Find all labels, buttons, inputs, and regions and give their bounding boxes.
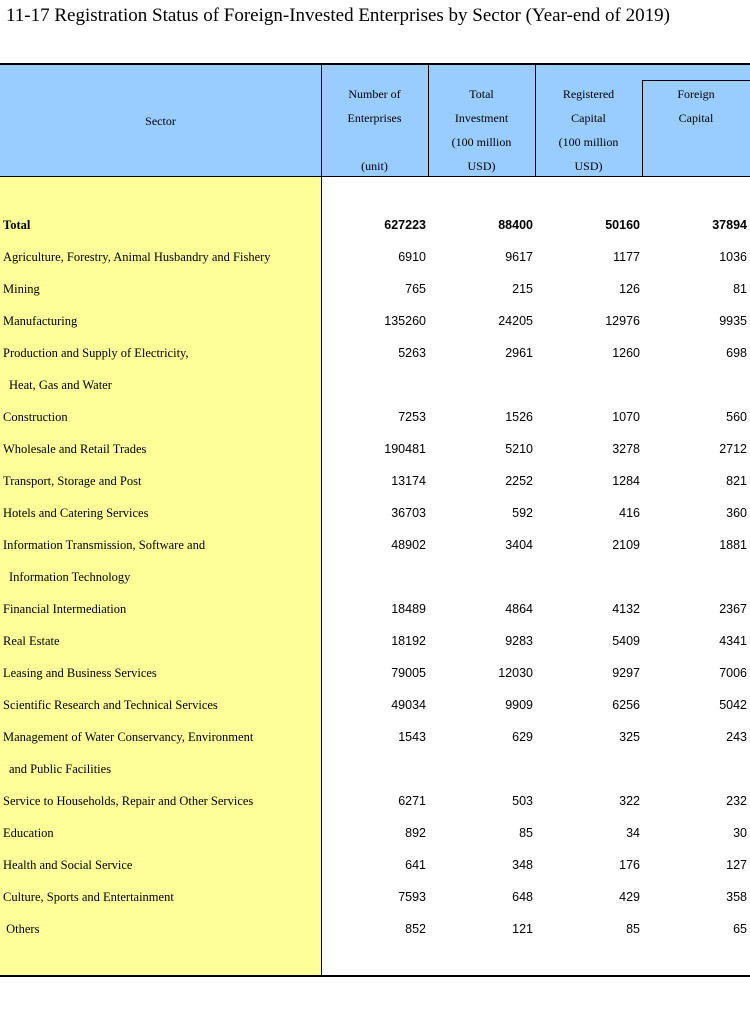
enterprises-value: 7253 [398,410,426,424]
registered-value: 12976 [605,314,640,328]
registered-value: 85 [626,922,640,936]
investment-value: 648 [512,890,533,904]
table-row [0,625,750,657]
foreign-value: 1036 [719,250,747,264]
foreign-value: 7006 [719,666,747,680]
registered-value: 6256 [612,698,640,712]
enterprises-value: 627223 [384,218,426,232]
table-row [0,401,750,433]
table-row [0,273,750,305]
table-row [0,881,750,913]
sector-label: Wholesale and Retail Trades [3,442,147,456]
enterprises-value: 190481 [384,442,426,456]
header-foreign-capital: Foreign Capital [677,87,715,125]
foreign-value: 9935 [719,314,747,328]
investment-value: 1526 [505,410,533,424]
foreign-value: 127 [726,858,747,872]
foreign-value: 2712 [719,442,747,456]
table-row-total [0,209,750,241]
investment-value: 2252 [505,474,533,488]
registered-value: 1284 [612,474,640,488]
table-body [0,209,750,945]
enterprises-value: 7593 [398,890,426,904]
registered-value: 1260 [612,346,640,360]
registered-value: 4132 [612,602,640,616]
registered-value: 416 [619,506,640,520]
investment-value: 592 [512,506,533,520]
sector-label: Management of Water Conservancy, Environment and Public Facilities [3,730,254,776]
investment-value: 88400 [498,218,533,232]
enterprises-value: 852 [405,922,426,936]
investment-value: 121 [512,922,533,936]
investment-value: 24205 [498,314,533,328]
table-row [0,305,750,337]
sector-label: Mining [3,282,40,296]
registered-value: 1177 [613,250,640,264]
sector-label: Production and Supply of Electricity, Heat, Gas and Water [3,346,189,392]
registered-value: 2109 [612,538,640,552]
investment-value: 9617 [505,250,533,264]
enterprises-value: 6271 [398,794,426,808]
table-row [0,337,750,401]
sector-label: Others [3,922,40,936]
table-row [0,529,750,593]
foreign-value: 560 [726,410,747,424]
enterprises-value: 1543 [398,730,426,744]
foreign-value: 37894 [712,218,747,232]
header-registered-capital: Registered Capital (100 million USD) [558,87,619,173]
foreign-value: 232 [726,794,747,808]
registered-value: 9297 [612,666,640,680]
investment-value: 9909 [505,698,533,712]
investment-value: 9283 [505,634,533,648]
registered-value: 1070 [612,410,640,424]
registered-value: 429 [619,890,640,904]
foreign-capital-header-rule [642,80,750,81]
sector-label: Agriculture, Forestry, Animal Husbandry and Fishery [3,250,271,264]
enterprises-value: 13174 [391,474,426,488]
enterprises-value: 79005 [391,666,426,680]
sector-label: Health and Social Service [3,858,133,872]
investment-value: 215 [512,282,533,296]
sector-label: Construction [3,410,68,424]
table-row [0,433,750,465]
table-row [0,497,750,529]
page-title: 11-17 Registration Status of Foreign-Invested Enterprises by Sector (Year-end of 2019) [6,5,670,26]
enterprises-value: 49034 [391,698,426,712]
header-enterprises: Number of Enterprises (unit) [347,87,402,173]
enterprises-value: 36703 [391,506,426,520]
registered-value: 322 [619,794,640,808]
foreign-value: 243 [726,730,747,744]
enterprises-value: 135260 [384,314,426,328]
sector-label: Service to Households, Repair and Other Services [3,794,254,808]
header-total-investment: Total Investment (100 million USD) [451,87,512,173]
enterprises-value: 5263 [398,346,426,360]
sector-label: Leasing and Business Services [3,666,157,680]
foreign-value: 360 [726,506,747,520]
enterprises-value: 765 [405,282,426,296]
foreign-value: 1881 [719,538,747,552]
sector-label: Financial Intermediation [3,602,127,616]
sector-label: Scientific Research and Technical Services [3,698,218,712]
investment-value: 3404 [505,538,533,552]
investment-value: 5210 [505,442,533,456]
foreign-value: 698 [726,346,747,360]
foreign-value: 81 [733,282,747,296]
registered-value: 5409 [612,634,640,648]
registered-value: 325 [619,730,640,744]
investment-value: 503 [512,794,533,808]
enterprises-value: 6910 [398,250,426,264]
table-row [0,721,750,785]
investment-value: 629 [512,730,533,744]
foreign-value: 5042 [719,698,747,712]
registered-value: 176 [619,858,640,872]
table-row [0,593,750,625]
table-row [0,785,750,817]
table-row [0,849,750,881]
table-bottom-rule [0,975,750,977]
enterprises-value: 892 [405,826,426,840]
sector-label: Hotels and Catering Services [3,506,149,520]
sector-label: Information Transmission, Software and Information Technology [3,538,206,584]
enterprises-value: 18192 [391,634,426,648]
table-row [0,689,750,721]
investment-value: 348 [512,858,533,872]
registered-value: 126 [619,282,640,296]
investment-value: 4864 [505,602,533,616]
investment-value: 12030 [498,666,533,680]
foreign-value: 2367 [719,602,747,616]
sector-label: Education [3,826,54,840]
foreign-value: 65 [733,922,747,936]
sector-label: Real Estate [3,634,60,648]
registered-value: 50160 [605,218,640,232]
sector-label: Transport, Storage and Post [3,474,142,488]
investment-value: 2961 [505,346,533,360]
sector-label: Culture, Sports and Entertainment [3,890,174,904]
foreign-value: 30 [733,826,747,840]
table-row [0,465,750,497]
enterprises-value: 48902 [391,538,426,552]
investment-value: 85 [519,826,533,840]
table-row [0,817,750,849]
sector-label: Manufacturing [3,314,78,328]
sector-label: Total [3,218,31,232]
table-row [0,913,750,945]
enterprises-value: 18489 [391,602,426,616]
foreign-value: 821 [726,474,747,488]
foreign-value: 4341 [719,634,747,648]
registered-value: 34 [626,826,640,840]
foreign-value: 358 [726,890,747,904]
table-row [0,657,750,689]
enterprises-value: 641 [405,858,426,872]
header-sector: Sector [145,114,176,128]
registered-value: 3278 [612,442,640,456]
table-row [0,241,750,273]
